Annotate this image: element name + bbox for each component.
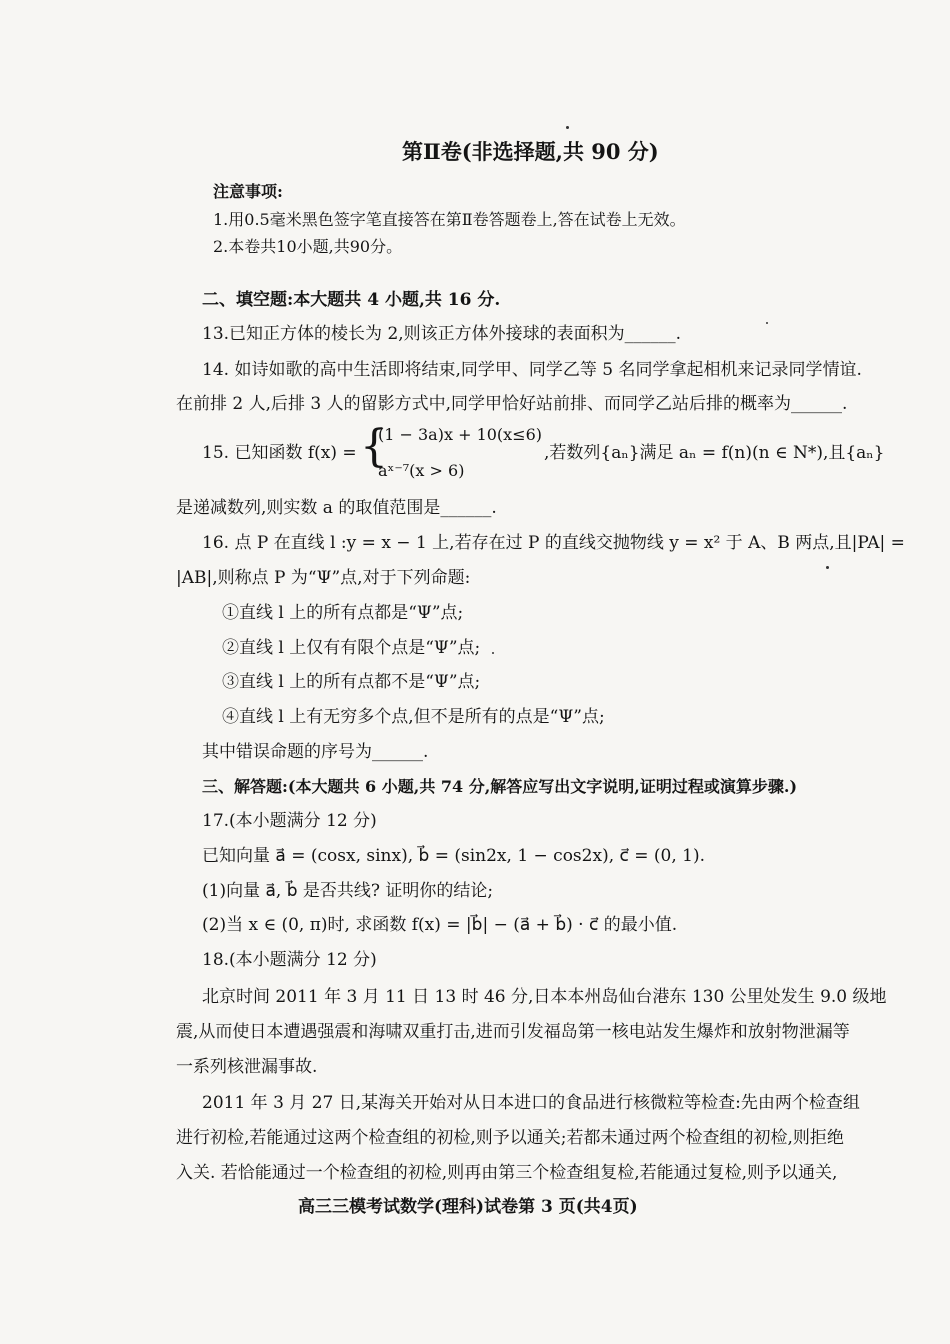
question-15-line: 是递减数列,则实数 a 的取值范围是______. bbox=[176, 498, 497, 518]
section-heading-fill-in: 二、填空题:本大题共 4 小题,共 16 分. bbox=[202, 290, 501, 310]
question-16-option: ③直线 l 上的所有点都不是“Ψ”点; bbox=[222, 672, 481, 692]
question-17-part: (2)当 x ∈ (0, π)时, 求函数 f(x) = |b⃗| − (a⃗ + b⃗) · c⃗ 的最小值. bbox=[202, 915, 678, 935]
question-17-given: 已知向量 a⃗ = (cosx, sinx), b⃗ = (sin2x, 1 − cos2x), c⃗ = (0, 1). bbox=[202, 846, 706, 866]
question-16-ask: 其中错误命题的序号为______. bbox=[202, 742, 429, 762]
question-14-line: 14. 如诗如歌的高中生活即将结束,同学甲、同学乙等 5 名同学拿起相机来记录同学情谊. bbox=[202, 360, 862, 380]
question-18-text: 进行初检,若能通过这两个检查组的初检,则予以通关;若都未通过两个检查组的初检,则拒绝 bbox=[176, 1128, 844, 1148]
question-16-option: ④直线 l 上有无穷多个点,但不是所有的点是“Ψ”点; bbox=[222, 707, 605, 727]
question-17-title: 17.(本小题满分 12 分) bbox=[202, 811, 377, 831]
piecewise-brace: { bbox=[360, 421, 388, 472]
scan-speck bbox=[826, 566, 829, 569]
question-14-line: 在前排 2 人,后排 3 人的留影方式中,同学甲恰好站前排、而同学乙站后排的概率为______. bbox=[176, 394, 848, 414]
notice-item: 2.本卷共10小题,共90分。 bbox=[213, 237, 403, 256]
question-16-line: |AB|,则称点 P 为“Ψ”点,对于下列命题: bbox=[176, 568, 471, 588]
piecewise-case: (1 − 3a)x + 10(x≤6) bbox=[378, 425, 543, 444]
section-heading-answer: 三、解答题:(本大题共 6 小题,共 74 分,解答应写出文字说明,证明过程或演算步骤.) bbox=[202, 777, 798, 796]
question-18-text: 震,从而使日本遭遇强震和海啸双重打击,进而引发福岛第一核电站发生爆炸和放射物泄漏等 bbox=[176, 1022, 850, 1042]
page-footer: 高三三模考试数学(理科)试卷第 3 页(共4页) bbox=[298, 1197, 638, 1217]
question-18-text: 一系列核泄漏事故. bbox=[176, 1057, 318, 1077]
scan-speck bbox=[566, 126, 569, 129]
question-16-option: ②直线 l 上仅有有限个点是“Ψ”点; bbox=[222, 638, 481, 658]
question-16-line: 16. 点 P 在直线 l :y = x − 1 上,若存在过 P 的直线交抛物线 y = x² 于 A、B 两点,且|PA| = bbox=[202, 533, 905, 553]
scan-speck bbox=[492, 652, 494, 654]
question-18-text: 入关. 若恰能通过一个检查组的初检,则再由第三个检查组复检,若能通过复检,则予以通关, bbox=[176, 1163, 838, 1183]
question-15-prefix: 15. 已知函数 f(x) = bbox=[202, 443, 357, 463]
question-15-suffix: ,若数列{aₙ}满足 aₙ = f(n)(n ∈ N*),且{aₙ} bbox=[544, 443, 885, 463]
section-title: 第Ⅱ卷(非选择题,共 90 分) bbox=[402, 139, 659, 164]
question-18-text: 2011 年 3 月 27 日,某海关开始对从日本进口的食品进行核微粒等检查:先由两个检查组 bbox=[202, 1093, 860, 1113]
scan-speck bbox=[766, 322, 768, 324]
question-18-text: 北京时间 2011 年 3 月 11 日 13 时 46 分,日本本州岛仙台港东 130 公里处发生 9.0 级地 bbox=[202, 987, 887, 1007]
question-13: 13.已知正方体的棱长为 2,则该正方体外接球的表面积为______. bbox=[202, 324, 682, 344]
question-17-part: (1)向量 a⃗, b⃗ 是否共线? 证明你的结论; bbox=[202, 881, 494, 901]
question-18-title: 18.(本小题满分 12 分) bbox=[202, 950, 377, 970]
notice-heading: 注意事项: bbox=[213, 182, 283, 201]
question-16-option: ①直线 l 上的所有点都是“Ψ”点; bbox=[222, 603, 464, 623]
notice-item: 1.用0.5毫米黑色签字笔直接答在第Ⅱ卷答题卷上,答在试卷上无效。 bbox=[213, 210, 686, 229]
piecewise-case: aˣ⁻⁷(x > 6) bbox=[378, 461, 465, 480]
